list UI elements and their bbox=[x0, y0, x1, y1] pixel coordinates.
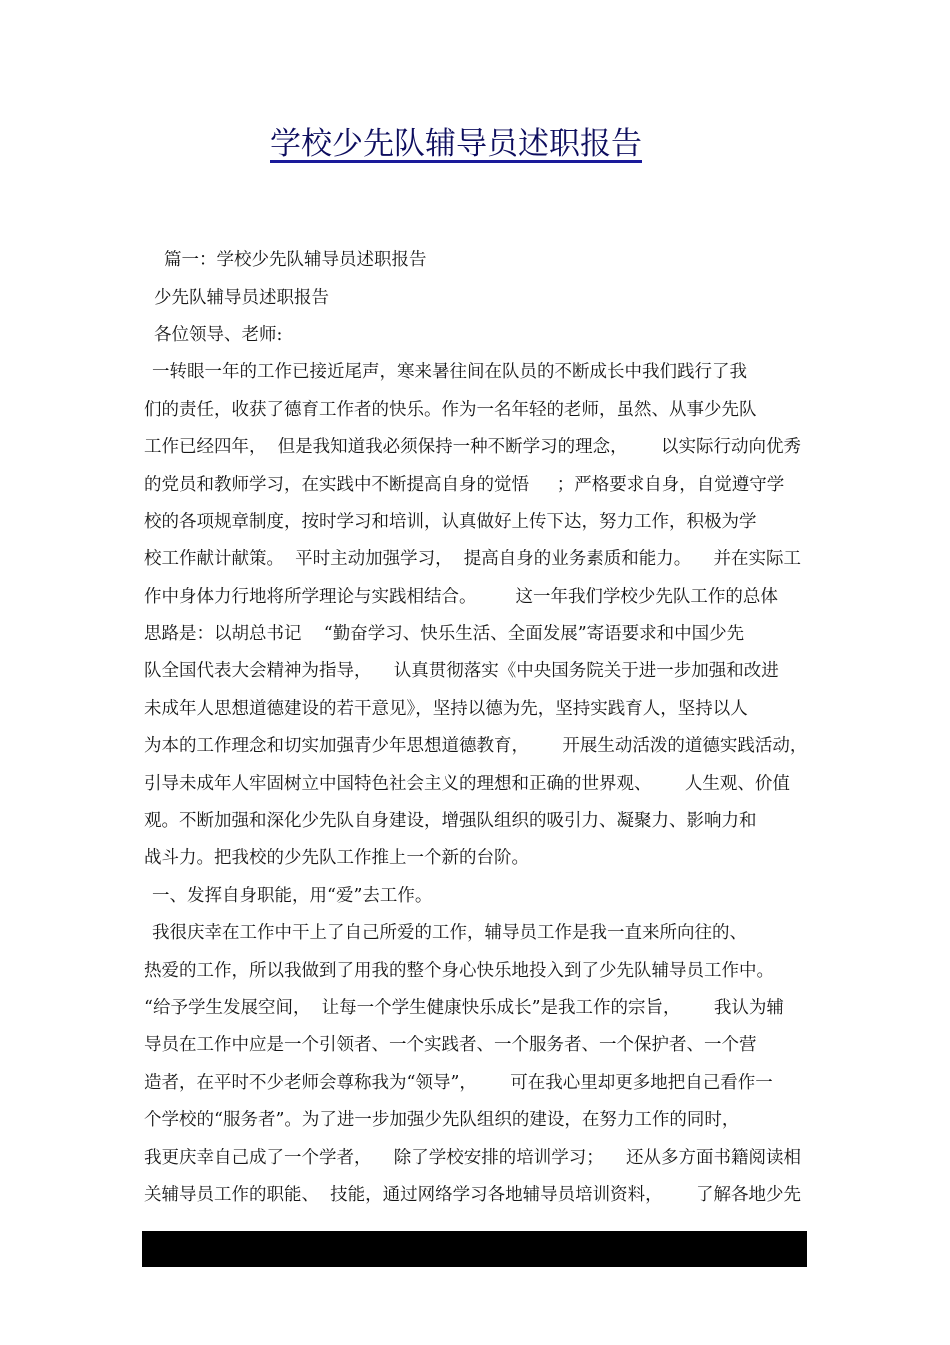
body-line: 我更庆幸自己成了一个学者， 除了学校安排的培训学习； 还从多方面书籍阅读相 bbox=[144, 1148, 801, 1168]
body-line: 一转眼一年的工作已接近尾声，寒来暑往间在队员的不断成长中我们践行了我 bbox=[152, 362, 747, 382]
body-line: 引导未成年人牢固树立中国特色社会主义的理想和正确的世界观、 人生观、价值 bbox=[144, 774, 790, 794]
body-line: 关辅导员工作的职能、 技能，通过网络学习各地辅导员培训资料， 了解各地少先 bbox=[144, 1185, 801, 1205]
section-heading: 篇一：学校少先队辅导员述职报告 bbox=[164, 250, 427, 270]
body-line: 思路是：以胡总书记 “勤奋学习、快乐生活、全面发展”寄语要求和中国少先 bbox=[144, 624, 745, 644]
body-line: 战斗力。把我校的少先队工作推上一个新的台阶。 bbox=[144, 848, 529, 868]
body-line: 作中身体力行地将所学理论与实践相结合。 这一年我们学校少先队工作的总体 bbox=[144, 587, 778, 607]
body-line: 校的各项规章制度，按时学习和培训，认真做好上传下达，努力工作，积极为学 bbox=[144, 512, 757, 532]
body-line: “给予学生发展空间， 让每一个学生健康快乐成长”是我工作的宗旨， 我认为辅 bbox=[144, 998, 784, 1018]
title-container bbox=[0, 118, 950, 163]
body-line: 工作已经四年， 但是我知道我必须保持一种不断学习的理念， 以实际行动向优秀 bbox=[144, 437, 801, 457]
body-line: 导员在工作中应是一个引领者、一个实践者、一个服务者、一个保护者、一个营 bbox=[144, 1035, 757, 1055]
body-line: 热爱的工作，所以我做到了用我的整个身心快乐地投入到了少先队辅导员工作中。 bbox=[144, 961, 774, 981]
body-line: 未成年人思想道德建设的若干意见》，坚持以德为先，坚持实践育人，坚持以人 bbox=[144, 699, 748, 719]
body-line: 的党员和教师学习，在实践中不断提高自身的觉悟 ；严格要求自身，自觉遵守学 bbox=[144, 475, 785, 495]
body-line: 队全国代表大会精神为指导， 认真贯彻落实《中央国务院关于进一步加强和改进 bbox=[144, 661, 779, 681]
report-subtitle: 少先队辅导员述职报告 bbox=[154, 288, 329, 308]
body-line: 造者，在平时不少老师会尊称我为“领导”， 可在我心里却更多地把自己看作一 bbox=[144, 1073, 773, 1093]
salutation: 各位领导、老师: bbox=[154, 325, 283, 345]
body-line: 校工作献计献策。 平时主动加强学习， 提高自身的业务素质和能力。 并在实际工 bbox=[144, 549, 801, 569]
body-line: 为本的工作理念和切实加强青少年思想道德教育， 开展生动活泼的道德实践活动， bbox=[144, 736, 808, 756]
body-line: 我很庆幸在工作中干上了自己所爱的工作，辅导员工作是我一直来所向往的、 bbox=[152, 923, 747, 943]
body-line: 观。不断加强和深化少先队自身建设，增强队组织的吸引力、凝聚力、影响力和 bbox=[144, 811, 757, 831]
body-line: 们的责任，收获了德育工作者的快乐。作为一名年轻的老师，虽然、从事少先队 bbox=[144, 400, 757, 420]
footer-bar bbox=[142, 1231, 807, 1267]
body-line: 个学校的“服务者”。为了进一步加强少先队组织的建设，在努力工作的同时， bbox=[144, 1110, 740, 1130]
document-title: 学校少先队辅导员述职报告 bbox=[270, 126, 642, 162]
section-heading-1: 一、发挥自身职能，用“爱”去工作。 bbox=[152, 886, 433, 906]
